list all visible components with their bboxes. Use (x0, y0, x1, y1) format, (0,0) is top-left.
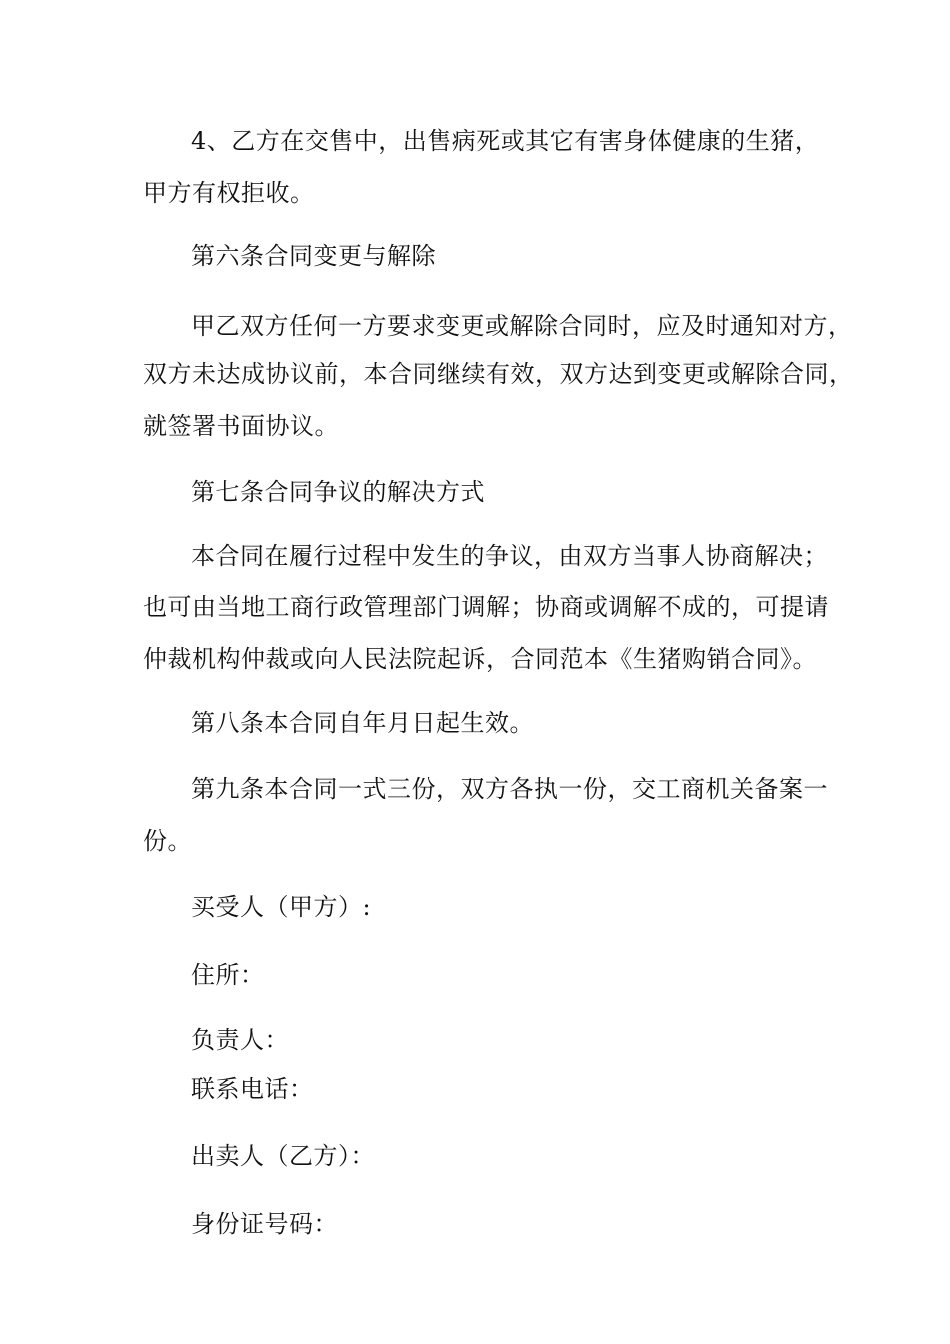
paragraph-line: 4、乙方在交售中，出售病死或其它有害身体健康的生猪， (191, 127, 820, 155)
paragraph-line: 本合同在履行过程中发生的争议，由双方当事人协商解决； (191, 542, 828, 570)
paragraph-line: 份。 (143, 827, 192, 855)
paragraph-line: 双方未达成协议前，本合同继续有效，双方达到变更或解除合同， (143, 360, 854, 388)
paragraph-line: 也可由当地工商行政管理部门调解；协商或调解不成的，可提请 (143, 593, 829, 621)
signature-field-seller: 出卖人（乙方）： (191, 1142, 375, 1170)
signature-field-id-number: 身份证号码： (191, 1210, 338, 1238)
section-heading: 第六条合同变更与解除 (191, 242, 436, 270)
paragraph-line: 甲方有权拒收。 (143, 179, 315, 207)
paragraph-line: 就签署书面协议。 (143, 412, 339, 440)
signature-field-buyer: 买受人（甲方）: (191, 893, 372, 921)
signature-field-responsible-person: 负责人： (191, 1026, 289, 1054)
paragraph-line: 仲裁机构仲裁或向人民法院起诉，合同范本《生猪购销合同》。 (143, 645, 817, 673)
signature-field-address: 住所： (191, 961, 265, 989)
signature-field-phone: 联系电话： (191, 1075, 314, 1103)
paragraph-line: 甲乙双方任何一方要求变更或解除合同时，应及时通知对方， (191, 312, 853, 340)
section-heading: 第八条本合同自年月日起生效。 (191, 709, 534, 737)
section-heading: 第七条合同争议的解决方式 (191, 478, 485, 506)
paragraph-line: 第九条本合同一式三份，双方各执一份，交工商机关备案一 (191, 775, 828, 803)
